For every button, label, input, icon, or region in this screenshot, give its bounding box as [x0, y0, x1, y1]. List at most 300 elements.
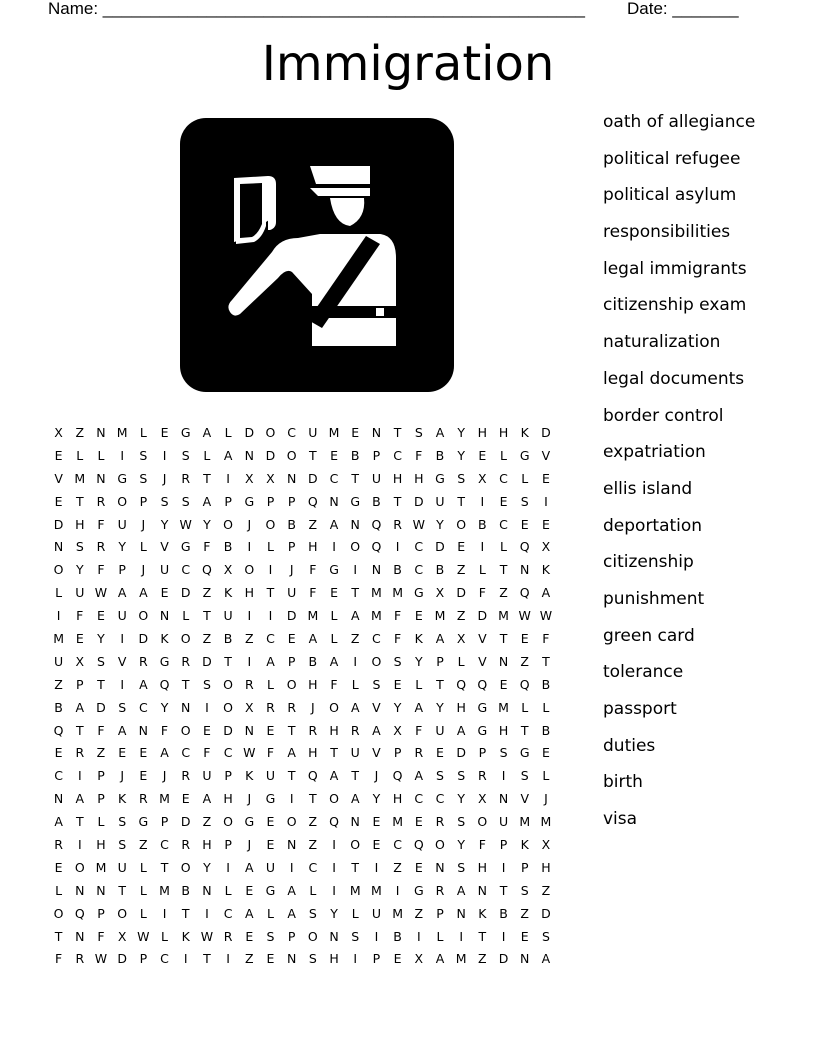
grid-row [48, 651, 557, 674]
grid-letter: K [245, 768, 254, 784]
grid-letter: S [160, 493, 169, 509]
grid-letter: W [539, 608, 553, 624]
grid-letter: W [94, 585, 108, 601]
grid-row [48, 811, 557, 834]
grid-letter: R [96, 539, 106, 555]
grid-letter: O [138, 608, 149, 624]
word-list-item: political refugee [603, 148, 741, 169]
grid-letter: Z [520, 653, 529, 669]
grid-letter: T [160, 859, 169, 875]
grid-letter: I [416, 928, 421, 944]
grid-letter: Z [308, 837, 318, 853]
grid-letter: Y [457, 837, 465, 853]
grid-letter: F [542, 631, 550, 647]
grid-letter: Y [436, 516, 444, 532]
grid-letter: I [205, 905, 209, 921]
grid-letter: Q [371, 516, 382, 532]
grid-row [48, 468, 557, 491]
grid-letter: Y [160, 699, 169, 715]
word-list-item: tolerance [603, 662, 684, 683]
grid-letter: E [520, 516, 529, 532]
grid-letter: I [353, 653, 358, 669]
grid-letter: X [456, 631, 466, 647]
word-list-item: visa [603, 809, 638, 830]
grid-letter: I [120, 631, 124, 647]
grid-letter: G [413, 585, 424, 601]
grid-row [48, 582, 557, 605]
grid-letter: M [498, 608, 509, 624]
grid-letter: C [223, 745, 233, 761]
grid-letter: H [477, 425, 488, 440]
grid-letter: M [455, 951, 467, 967]
grid-letter: B [54, 699, 63, 715]
grid-letter: N [371, 425, 382, 440]
grid-letter: C [435, 791, 445, 807]
grid-letter: S [393, 653, 402, 669]
grid-letter: E [520, 928, 529, 944]
grid-letter: T [520, 722, 529, 738]
grid-letter: I [395, 539, 400, 555]
grid-letter: V [520, 791, 529, 807]
grid-letter: I [480, 539, 485, 555]
grid-letter: M [159, 882, 170, 898]
grid-letter: B [435, 562, 445, 578]
grid-letter: D [180, 814, 191, 830]
word-list-item: green card [603, 625, 695, 646]
grid-letter: Y [97, 631, 105, 647]
grid-letter: U [435, 722, 445, 738]
word-list [603, 109, 755, 843]
grid-letter: I [77, 768, 82, 784]
grid-letter: Q [519, 676, 530, 692]
grid-letter: R [308, 722, 318, 738]
grid-letter: B [350, 447, 360, 463]
grid-letter: N [244, 722, 254, 738]
grid-letter: V [160, 539, 169, 555]
grid-letter: M [498, 699, 509, 715]
grid-letter: Q [519, 539, 530, 555]
grid-letter: S [139, 470, 148, 486]
grid-letter: M [540, 814, 552, 830]
grid-letter: D [413, 493, 424, 509]
grid-letter: I [501, 768, 506, 784]
grid-letter: G [413, 882, 424, 898]
grid-letter: Q [159, 676, 170, 692]
grid-letter: U [54, 653, 64, 669]
grid-letter: M [519, 814, 531, 830]
grid-letter: M [116, 425, 128, 440]
grid-letter: E [266, 951, 275, 967]
grid-letter: D [53, 516, 64, 532]
grid-letter: T [351, 470, 360, 486]
grid-letter: F [54, 951, 63, 967]
grid-letter: V [541, 447, 551, 463]
grid-letter: Z [139, 837, 148, 853]
grid-letter: O [180, 859, 191, 875]
grid-letter: I [374, 928, 379, 944]
grid-letter: C [160, 837, 169, 853]
grid-letter: B [308, 653, 318, 669]
grid-letter: L [139, 425, 147, 440]
grid-letter: H [75, 516, 85, 532]
grid-letter: R [244, 676, 254, 692]
grid-letter: Y [160, 516, 169, 532]
grid-letter: N [286, 951, 297, 967]
grid-letter: O [53, 562, 64, 578]
grid-letter: Z [520, 905, 529, 921]
grid-letter: I [226, 951, 230, 967]
grid-letter: E [287, 631, 296, 647]
word-list-item: political asylum [603, 185, 737, 206]
grid-letter: U [202, 768, 212, 784]
grid-letter: K [541, 562, 550, 578]
grid-letter: K [520, 837, 529, 853]
grid-letter: D [265, 447, 276, 463]
grid-letter: L [55, 585, 63, 601]
grid-letter: U [287, 585, 297, 601]
grid-letter: S [202, 676, 211, 692]
grid-letter: T [203, 608, 211, 624]
grid-letter: L [478, 562, 486, 578]
grid-letter: E [54, 493, 63, 509]
grid-letter: J [162, 768, 167, 784]
grid-letter: T [181, 905, 190, 921]
grid-letter: Z [244, 631, 254, 647]
word-list-item: oath of allegiance [603, 112, 756, 132]
grid-letter: X [435, 585, 445, 601]
grid-letter: L [224, 425, 232, 440]
grid-letter: G [265, 791, 276, 807]
grid-letter: S [75, 539, 84, 555]
grid-letter: O [265, 516, 276, 532]
grid-letter: L [182, 608, 190, 624]
grid-row [48, 697, 557, 720]
grid-letter: S [457, 768, 466, 784]
grid-letter: B [393, 928, 402, 944]
grid-row [48, 788, 557, 811]
grid-letter: I [332, 837, 336, 853]
grid-letter: D [308, 470, 318, 486]
grid-letter: Q [477, 676, 488, 692]
grid-letter: L [330, 631, 338, 647]
grid-letter: G [244, 493, 255, 509]
word-list-item: duties [603, 735, 656, 756]
grid-letter: A [435, 951, 445, 967]
grid-letter: B [181, 882, 190, 898]
grid-letter: C [393, 447, 402, 463]
grid-letter: W [179, 516, 192, 532]
grid-letter: F [309, 562, 317, 578]
grid-letter: O [371, 653, 382, 669]
grid-letter: D [180, 585, 191, 601]
grid-letter: M [53, 631, 64, 647]
grid-letter: S [499, 745, 508, 761]
grid-letter: M [392, 585, 403, 601]
grid-letter: I [374, 859, 379, 875]
grid-letter: L [139, 905, 147, 921]
grid-letter: D [138, 631, 149, 647]
grid-letter: I [205, 699, 209, 715]
grid-letter: G [244, 814, 255, 830]
grid-letter: E [160, 425, 169, 440]
grid-letter: A [287, 905, 296, 921]
grid-letter: W [412, 516, 425, 532]
word-list-item: responsibilities [603, 222, 731, 243]
grid-row [48, 605, 557, 628]
grid-letter: T [309, 791, 317, 807]
grid-letter: I [459, 928, 463, 944]
grid-letter: R [223, 928, 233, 944]
grid-letter: X [54, 425, 63, 440]
grid-letter: G [435, 470, 445, 486]
grid-letter: N [286, 837, 297, 853]
grid-letter: P [287, 653, 296, 669]
grid-letter: S [118, 814, 127, 830]
grid-letter: X [414, 951, 424, 967]
grid-letter: H [329, 951, 339, 967]
grid-letter: J [544, 791, 548, 807]
grid-letter: F [160, 722, 169, 738]
grid-letter: H [541, 859, 551, 875]
grid-letter: X [541, 539, 551, 555]
grid-letter: A [435, 631, 445, 647]
grid-letter: L [330, 608, 338, 624]
word-list-item: expatriation [603, 442, 706, 463]
grid-letter: A [414, 699, 424, 715]
grid-letter: N [75, 882, 85, 898]
grid-letter: O [244, 562, 255, 578]
grid-letter: L [309, 882, 317, 898]
grid-letter: P [224, 493, 232, 509]
grid-letter: Z [308, 516, 318, 532]
grid-letter: C [308, 859, 318, 875]
grid-letter: T [54, 928, 63, 944]
grid-row [48, 880, 557, 903]
grid-letter: C [54, 768, 63, 784]
grid-letter: O [456, 516, 467, 532]
grid-letter: G [265, 882, 276, 898]
grid-letter: S [118, 837, 127, 853]
grid-letter: T [351, 768, 360, 784]
grid-letter: L [436, 928, 444, 944]
grid-letter: N [202, 882, 212, 898]
grid-letter: D [244, 425, 255, 440]
grid-letter: Y [436, 699, 444, 715]
grid-letter: A [75, 791, 85, 807]
grid-letter: T [330, 745, 338, 761]
grid-letter: N [456, 905, 466, 921]
grid-row [48, 491, 557, 514]
grid-row [48, 903, 557, 926]
grid-letter: L [542, 768, 550, 784]
grid-letter: J [289, 562, 294, 578]
grid-letter: C [499, 516, 508, 532]
grid-letter: D [456, 745, 466, 761]
immigration-officer-icon [180, 118, 454, 392]
grid-letter: P [372, 951, 381, 967]
grid-letter: X [244, 699, 254, 715]
grid-letter: E [75, 631, 84, 647]
grid-letter: P [224, 837, 232, 853]
grid-letter: E [54, 745, 63, 761]
grid-letter: I [120, 676, 124, 692]
grid-letter: E [181, 791, 190, 807]
word-list-item: deportation [603, 515, 703, 536]
grid-letter: U [265, 859, 276, 875]
grid-letter: T [266, 585, 275, 601]
grid-letter: M [371, 585, 382, 601]
grid-letter: C [372, 631, 381, 647]
grid-letter: R [75, 951, 85, 967]
grid-letter: P [160, 814, 169, 830]
grid-letter: H [456, 699, 466, 715]
grid-letter: V [478, 631, 487, 647]
grid-letter: I [162, 447, 167, 463]
grid-letter: L [266, 676, 274, 692]
grid-letter: Z [202, 585, 212, 601]
grid-letter: T [287, 768, 296, 784]
grid-letter: L [542, 699, 550, 715]
grid-letter: E [414, 814, 423, 830]
grid-letter: S [139, 447, 148, 463]
grid-letter: K [478, 905, 487, 921]
grid-letter: I [332, 882, 336, 898]
grid-letter: B [372, 493, 381, 509]
grid-letter: M [349, 882, 361, 898]
grid-letter: Q [519, 585, 530, 601]
grid-letter: I [247, 539, 252, 555]
grid-letter: N [520, 562, 530, 578]
grid-letter: J [120, 768, 124, 784]
grid-letter: F [393, 608, 402, 624]
grid-letter: U [75, 585, 85, 601]
grid-letter: X [266, 470, 275, 486]
grid-letter: R [287, 699, 296, 715]
grid-letter: L [266, 539, 274, 555]
grid-letter: O [286, 676, 297, 692]
grid-letter: P [499, 837, 508, 853]
grid-letter: A [202, 425, 212, 440]
grid-letter: P [520, 859, 529, 875]
grid-letter: E [139, 768, 148, 784]
grid-letter: Q [307, 493, 318, 509]
grid-letter: B [541, 676, 551, 692]
grid-letter: R [181, 768, 191, 784]
grid-letter: G [519, 447, 530, 463]
grid-letter: K [181, 928, 190, 944]
grid-letter: T [224, 653, 232, 669]
grid-letter: A [435, 425, 445, 440]
grid-letter: H [392, 470, 403, 486]
grid-letter: N [286, 470, 297, 486]
grid-letter: I [226, 470, 230, 486]
grid-letter: C [266, 631, 275, 647]
grid-letter: P [287, 928, 296, 944]
grid-letter: S [97, 653, 105, 669]
grid-letter: E [351, 425, 360, 440]
grid-letter: A [350, 608, 360, 624]
grid-letter: Z [499, 585, 508, 601]
grid-letter: E [372, 837, 381, 853]
grid-letter: R [414, 745, 424, 761]
grid-letter: A [456, 722, 466, 738]
grid-letter: L [457, 653, 465, 669]
grid-letter: C [393, 837, 402, 853]
grid-letter: X [117, 928, 127, 944]
grid-letter: S [457, 859, 466, 875]
grid-letter: E [499, 676, 508, 692]
word-list-item: legal documents [603, 368, 745, 389]
word-list-item: naturalization [603, 332, 721, 353]
grid-letter: E [436, 745, 444, 761]
grid-row [48, 559, 557, 582]
grid-letter: I [353, 562, 358, 578]
grid-letter: R [75, 745, 85, 761]
grid-letter: V [478, 653, 487, 669]
grid-letter: O [180, 722, 191, 738]
grid-letter: H [392, 791, 403, 807]
grid-letter: Q [456, 676, 467, 692]
grid-letter: L [351, 905, 359, 921]
grid-letter: U [350, 745, 360, 761]
grid-row [48, 742, 557, 765]
grid-letter: A [54, 814, 63, 830]
grid-letter: C [223, 905, 233, 921]
grid-letter: N [350, 814, 360, 830]
grid-letter: I [162, 905, 167, 921]
grid-letter: R [96, 493, 106, 509]
grid-letter: Y [457, 447, 465, 463]
grid-letter: P [139, 493, 148, 509]
grid-letter: G [180, 425, 191, 440]
grid-letter: B [499, 905, 508, 921]
grid-letter: O [223, 516, 234, 532]
grid-letter: G [159, 653, 170, 669]
grid-letter: F [97, 562, 105, 578]
grid-letter: P [97, 768, 105, 784]
grid-letter: R [478, 768, 487, 784]
grid-letter: R [181, 653, 191, 669]
grid-letter: A [350, 791, 360, 807]
grid-letter: M [74, 470, 86, 486]
grid-letter: F [478, 585, 486, 601]
grid-letter: U [223, 608, 233, 624]
grid-letter: S [457, 470, 466, 486]
grid-letter: D [96, 699, 106, 715]
grid-letter: F [393, 631, 402, 647]
grid-letter: P [287, 539, 296, 555]
grid-letter: C [287, 425, 297, 440]
grid-letter: A [266, 653, 275, 669]
grid-letter: C [181, 745, 191, 761]
grid-letter: Q [307, 768, 318, 784]
grid-letter: O [223, 814, 234, 830]
grid-letter: N [520, 951, 530, 967]
grid-letter: Y [75, 562, 84, 578]
grid-letter: I [56, 608, 61, 624]
grid-letter: M [392, 814, 403, 830]
grid-letter: Z [541, 882, 551, 898]
grid-letter: I [289, 859, 294, 875]
grid-letter: E [478, 447, 487, 463]
grid-letter: J [311, 699, 315, 715]
grid-letter: T [351, 859, 360, 875]
grid-letter: S [520, 493, 529, 509]
grid-row [48, 536, 557, 559]
grid-letter: G [329, 562, 339, 578]
grid-letter: Y [393, 699, 402, 715]
grid-letter: I [247, 608, 252, 624]
